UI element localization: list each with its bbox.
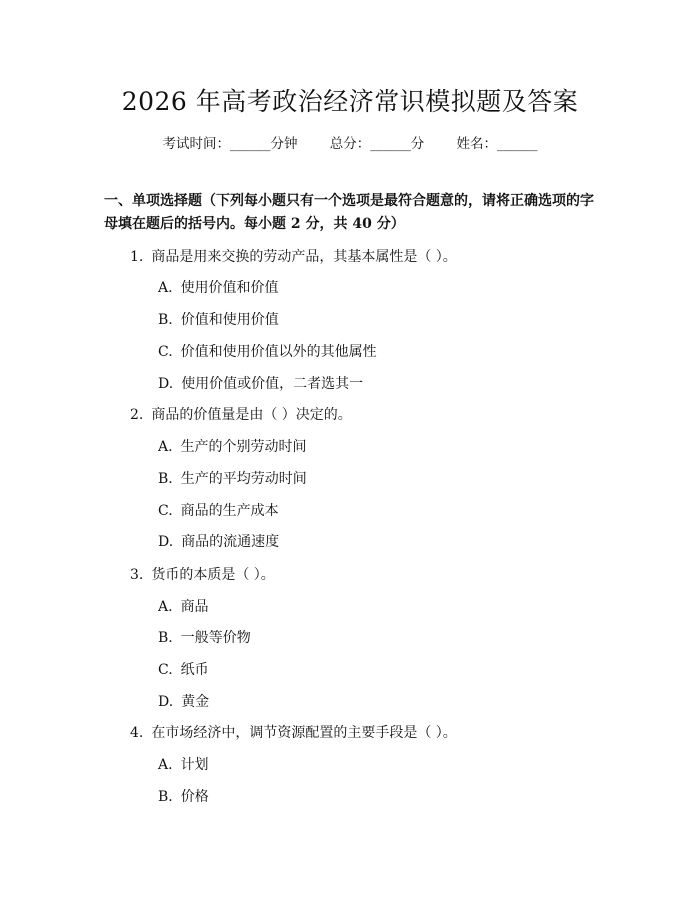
option-text: 使用价值和价值 (180, 280, 279, 296)
option-text: 一般等价物 (180, 630, 251, 646)
option-text: 计划 (180, 757, 209, 773)
question-4-option-b (158, 786, 209, 806)
question-2-option-c (158, 500, 279, 520)
option-label: C. (158, 662, 173, 678)
question-2-option-b (158, 468, 307, 488)
option-label: C. (158, 344, 173, 360)
option-text: 商品的生产成本 (180, 503, 279, 519)
option-label: B. (158, 312, 173, 328)
option-label: A. (158, 599, 173, 615)
question-1-option-b (158, 309, 279, 329)
question-1-option-a (158, 277, 279, 297)
question-3 (130, 564, 275, 584)
total-score-field: 总分：______分 (329, 136, 425, 152)
option-label: A. (158, 439, 173, 455)
option-text: 价格 (180, 789, 209, 805)
option-text: 价值和使用价值以外的其他属性 (180, 344, 377, 360)
question-number: 3. (130, 567, 144, 583)
question-3-option-b (158, 627, 251, 647)
question-number: 1. (130, 249, 144, 265)
question-text: 货币的本质是（ ）。 (151, 567, 275, 583)
question-4-option-a (158, 754, 209, 774)
option-label: B. (158, 789, 173, 805)
question-3-option-c (158, 659, 209, 679)
question-2-option-d (158, 531, 279, 551)
option-label: B. (158, 471, 173, 487)
question-1 (130, 246, 457, 266)
option-label: D. (158, 694, 174, 710)
question-4 (130, 722, 457, 742)
question-1-option-c (158, 341, 377, 361)
question-number: 4. (130, 725, 144, 741)
option-text: 商品的流通速度 (181, 534, 280, 550)
question-2-option-a (158, 436, 307, 456)
option-text: 价值和使用价值 (180, 312, 279, 328)
student-name-field: 姓名：______ (456, 136, 538, 152)
question-2 (130, 404, 352, 424)
option-text: 黄金 (181, 694, 210, 710)
option-text: 纸币 (180, 662, 209, 678)
exam-time-field: 考试时间：______分钟 (162, 136, 298, 152)
question-number: 2. (130, 407, 144, 423)
option-text: 生产的个别劳动时间 (180, 439, 307, 455)
question-1-option-d (158, 373, 363, 393)
page-title: 2026 年高考政治经济常识模拟题及答案 (121, 87, 579, 116)
option-text: 使用价值或价值，二者选其一 (181, 376, 364, 392)
option-label: C. (158, 503, 173, 519)
question-3-option-a (158, 596, 209, 616)
question-3-option-d (158, 691, 209, 711)
section-heading: 一、单项选择题（下列每小题只有一个选项是最符合题意的，请将正确选项的字母填在题后的括号内。每小题 2 分，共 40 分） (104, 193, 594, 232)
option-text: 商品 (180, 599, 209, 615)
option-label: D. (158, 534, 174, 550)
option-text: 生产的平均劳动时间 (180, 471, 307, 487)
question-text: 商品的价值量是由（ ）决定的。 (151, 407, 352, 423)
question-text: 在市场经济中，调节资源配置的主要手段是（ ）。 (151, 725, 457, 741)
option-label: D. (158, 376, 174, 392)
exam-info-line (0, 132, 700, 152)
option-label: A. (158, 280, 173, 296)
question-text: 商品是用来交换的劳动产品，其基本属性是（ ）。 (151, 249, 457, 265)
option-label: A. (158, 757, 173, 773)
option-label: B. (158, 630, 173, 646)
